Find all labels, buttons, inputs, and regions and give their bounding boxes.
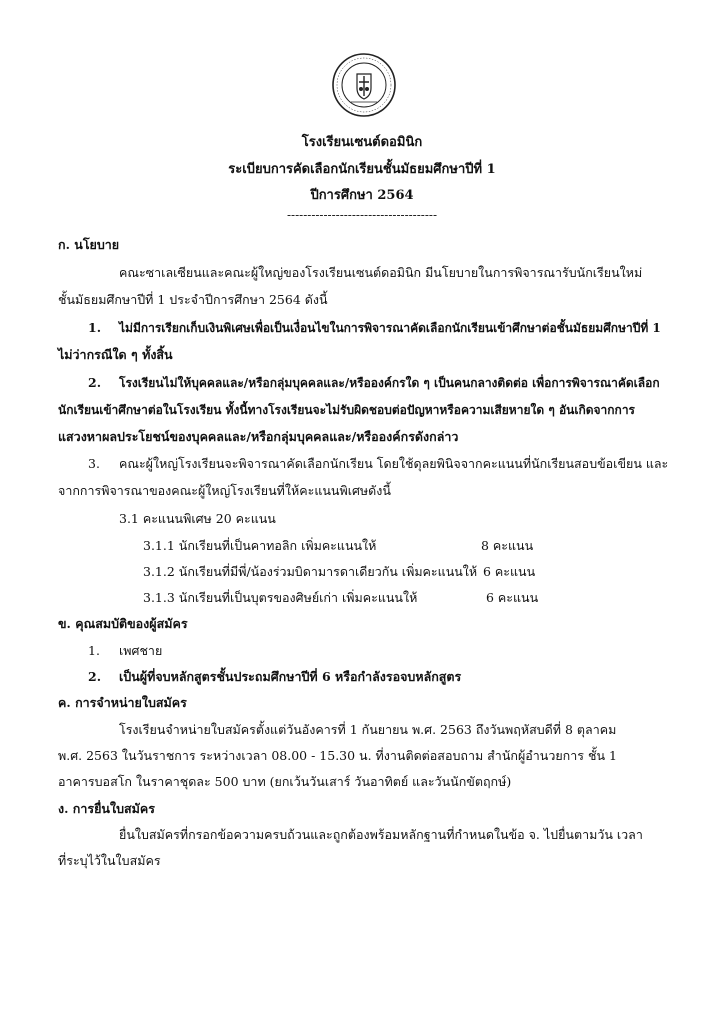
distribution-line-1: โรงเรียนจำหน่ายใบสมัครตั้งแต่วันอังคารที่ 1 กันยายน พ.ศ. 2563 ถึงวันพฤหัสบดีที่ 8 ตุลาคม — [119, 722, 617, 737]
distribution-line-3: อาคารบอสโก ในราคาชุดละ 500 บาท (ยกเว้นวันเสาร์ วันอาทิตย์ และวันนักขัตฤกษ์) — [58, 774, 512, 789]
bonus-item-points: 6 คะแนน — [486, 590, 539, 605]
policy-item-1-line-2: ไม่ว่ากรณีใด ๆ ทั้งสิ้น — [58, 347, 173, 362]
qualification-item-1: เพศชาย — [119, 643, 163, 658]
policy-item-1-number: 1. — [88, 320, 102, 335]
policy-item-2-line-2: นักเรียนเข้าศึกษาต่อในโรงเรียน ทั้งนี้ทางโรงเรียนจะไม่รับผิดชอบต่อปัญหาหรือความเสียหายใด ๆ อันเกิดจากการ — [58, 403, 635, 417]
policy-intro-line-1: คณะซาเลเซียนและคณะผู้ใหญ่ของโรงเรียนเซนต์ดอมินิก มีนโยบายในการพิจารณารับนักเรียนใหม่ — [119, 265, 643, 280]
bonus-item-label: 3.1.3 นักเรียนที่เป็นบุตรของศิษย์เก่า เพิ่มคะแนนให้ — [143, 590, 418, 605]
policy-item-2-number: 2. — [88, 375, 102, 390]
policy-item-2-line-1: โรงเรียนไม่ให้บุคคลและ/หรือกลุ่มบุคคลและ/หรือองค์กรใด ๆ เป็นคนกลางติดต่อ เพื่อการพิจารณาคัดเลือก — [119, 376, 660, 390]
divider-line: ------------------------------------- — [286, 208, 438, 222]
section-distribution-heading: ค. การจำหน่ายใบสมัคร — [58, 695, 187, 710]
school-name: โรงเรียนเซนต์ดอมินิก — [301, 135, 423, 150]
document-title: ระเบียบการคัดเลือกนักเรียนชั้นมัธยมศึกษาปีที่ 1 — [228, 162, 496, 177]
qualification-item-2-number: 2. — [88, 669, 102, 684]
section-policy-heading: ก. นโยบาย — [58, 237, 120, 252]
academic-year: ปีการศึกษา 2564 — [310, 188, 414, 203]
policy-item-1-line-1: ไม่มีการเรียกเก็บเงินพิเศษเพื่อเป็นเงื่อนไขในการพิจารณาคัดเลือกนักเรียนเข้าศึกษาต่อชั้นมัธยมศึกษาปีที่ 1 — [119, 321, 661, 335]
submission-line-1: ยื่นใบสมัครที่กรอกข้อความครบถ้วนและถูกต้องพร้อมหลักฐานที่กำหนดในข้อ จ. ไปยื่นตามวัน เวลา — [119, 827, 643, 842]
qualification-item-1-number: 1. — [88, 643, 100, 658]
bonus-item-points: 6 คะแนน — [483, 564, 536, 579]
bonus-item-points: 8 คะแนน — [481, 538, 534, 553]
policy-item-3-number: 3. — [88, 456, 100, 471]
bonus-item-label: 3.1.1 นักเรียนที่เป็นคาทอลิก เพิ่มคะแนนให้ — [143, 538, 377, 553]
submission-line-2: ที่ระบุไว้ในใบสมัคร — [58, 853, 161, 868]
distribution-line-2: พ.ศ. 2563 ในวันราชการ ระหว่างเวลา 08.00 - 15.30 น. ที่งานติดต่อสอบถาม สำนักผู้อำนวยการ ชั้น 1 — [58, 748, 617, 763]
bonus-points-heading: 3.1 คะแนนพิเศษ 20 คะแนน — [119, 511, 276, 526]
policy-intro-line-2: ชั้นมัธยมศึกษาปีที่ 1 ประจำปีการศึกษา 2564 ดังนี้ — [58, 292, 328, 307]
qualification-item-2: เป็นผู้ที่จบหลักสูตรชั้นประถมศึกษาปีที่ 6 หรือกำลังรอจบหลักสูตร — [119, 669, 462, 684]
section-qualifications-heading: ข. คุณสมบัติของผู้สมัคร — [58, 616, 188, 631]
section-submission-heading: ง. การยื่นใบสมัคร — [58, 801, 155, 816]
policy-item-3-line-1: คณะผู้ใหญ่โรงเรียนจะพิจารณาคัดเลือกนักเรียน โดยใช้ดุลยพินิจจากคะแนนที่นักเรียนสอบข้อเขียน และ — [119, 456, 669, 471]
bonus-item-label: 3.1.2 นักเรียนที่มีพี่/น้องร่วมบิดามารดาเดียวกัน เพิ่มคะแนนให้ — [143, 564, 478, 579]
school-seal-logo — [331, 52, 397, 118]
policy-item-3-line-2: จากการพิจารณาของคณะผู้ใหญ่โรงเรียนที่ให้คะแนนพิเศษดังนี้ — [58, 483, 391, 498]
policy-item-2-line-3: แสวงหาผลประโยชน์ของบุคคลและ/หรือกลุ่มบุคคลและ/หรือองค์กรดังกล่าว — [58, 429, 459, 444]
